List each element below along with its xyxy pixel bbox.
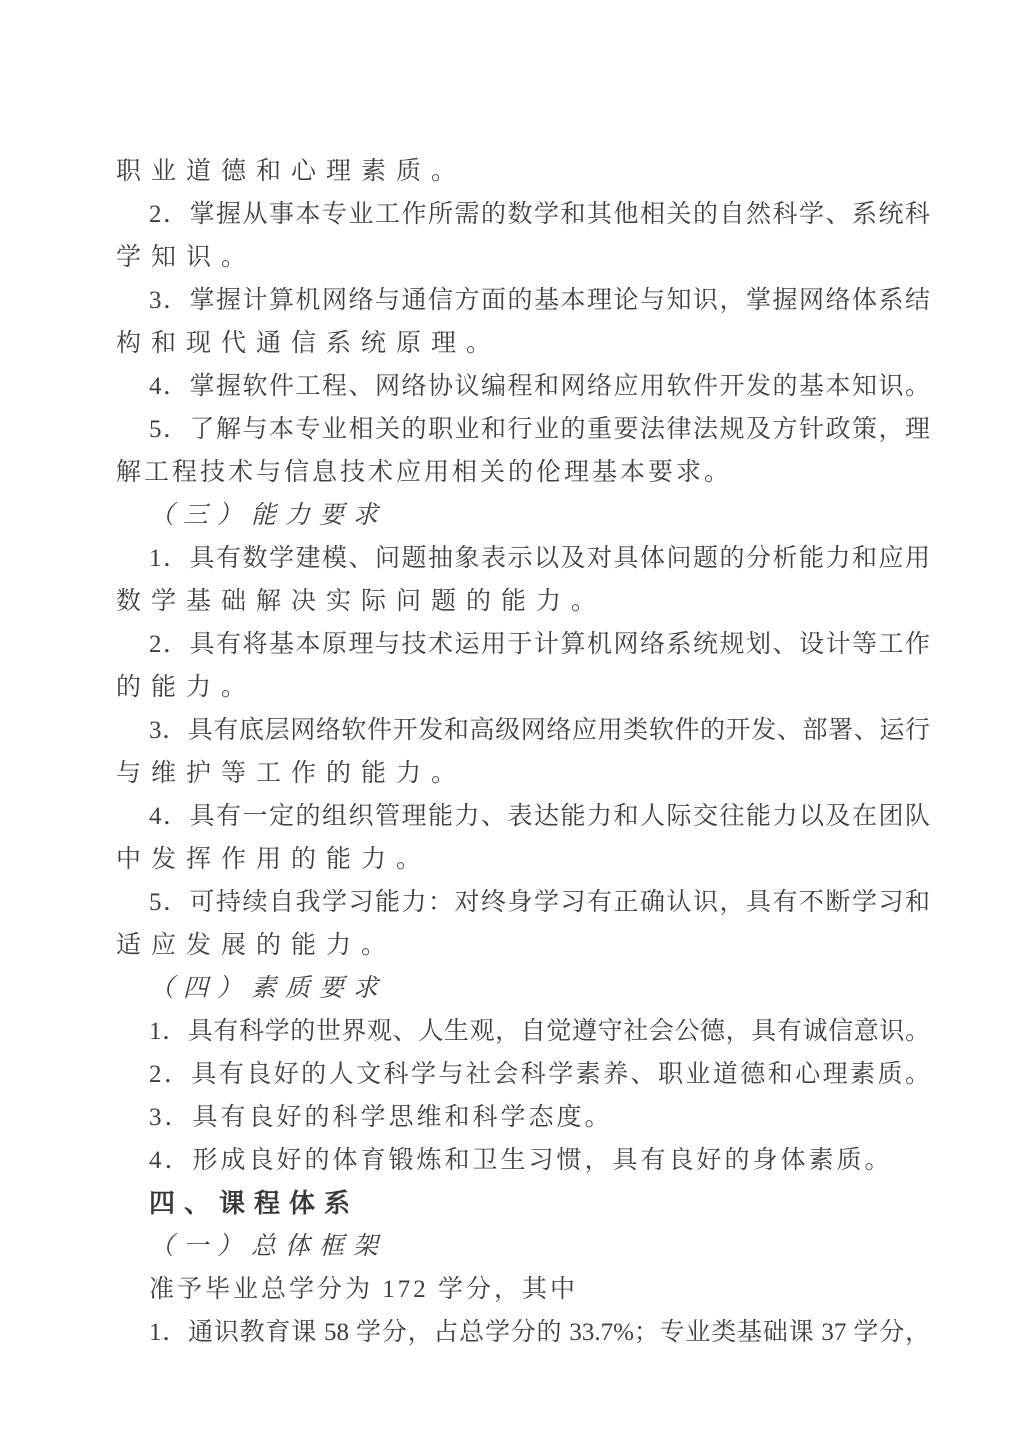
text-line: 四、课程体系: [149, 1188, 360, 1218]
text-line: 2．具有良好的人文科学与社会科学素养、职业道德和心理素质。: [149, 1061, 930, 1088]
text-line: 1．具有数学建模、问题抽象表示以及对具体问题的分析能力和应用: [149, 545, 930, 572]
text-line: 4．掌握软件工程、网络协议编程和网络应用软件开发的基本知识。: [149, 373, 930, 400]
text-line: 学知识。: [116, 244, 257, 271]
text-line: 3．掌握计算机网络与通信方面的基本理论与知识，掌握网络体系结: [149, 287, 930, 314]
page-body: [116, 150, 930, 1354]
text-line: 适应发展的能力。: [116, 932, 397, 959]
text-line: 4．形成良好的体育锻炼和卫生习惯，具有良好的身体素质。: [149, 1147, 893, 1174]
text-line: （四）素质要求: [149, 975, 388, 1002]
text-line: 解工程技术与信息技术应用相关的伦理基本要求。: [116, 459, 733, 486]
text-line: （一）总体框架: [149, 1233, 388, 1260]
text-line: 4．具有一定的组织管理能力、表达能力和人际交往能力以及在团队: [149, 803, 930, 830]
text-line: （三）能力要求: [149, 502, 388, 529]
text-line: 职业道德和心理素质。: [116, 158, 467, 185]
text-line: 5．可持续自我学习能力：对终身学习有正确认识，具有不断学习和: [149, 889, 930, 916]
text-line: 的能力。: [116, 674, 257, 701]
text-line: 准予毕业总学分为 172 学分，其中: [149, 1276, 579, 1303]
text-line: 与维护等工作的能力。: [116, 760, 467, 787]
text-line: 1．通识教育课 58 学分，占总学分的 33.7%；专业类基础课 37 学分，: [149, 1319, 930, 1346]
text-line: 2．掌握从事本专业工作所需的数学和其他相关的自然科学、系统科: [149, 201, 930, 228]
text-line: 5．了解与本专业相关的职业和行业的重要法律法规及方针政策，理: [149, 416, 930, 443]
text-line: 数学基础解决实际问题的能力。: [116, 588, 607, 615]
text-line: 3．具有良好的科学思维和科学态度。: [149, 1104, 613, 1131]
text-line: 中发挥作用的能力。: [116, 846, 432, 873]
text-line: 2．具有将基本原理与技术运用于计算机网络系统规划、设计等工作: [149, 631, 930, 658]
text-line: 3．具有底层网络软件开发和高级网络应用类软件的开发、部署、运行: [149, 717, 930, 744]
text-line: 1．具有科学的世界观、人生观，自觉遵守社会公德，具有诚信意识。: [149, 1018, 930, 1045]
text-line: 构和现代通信系统原理。: [116, 330, 502, 357]
